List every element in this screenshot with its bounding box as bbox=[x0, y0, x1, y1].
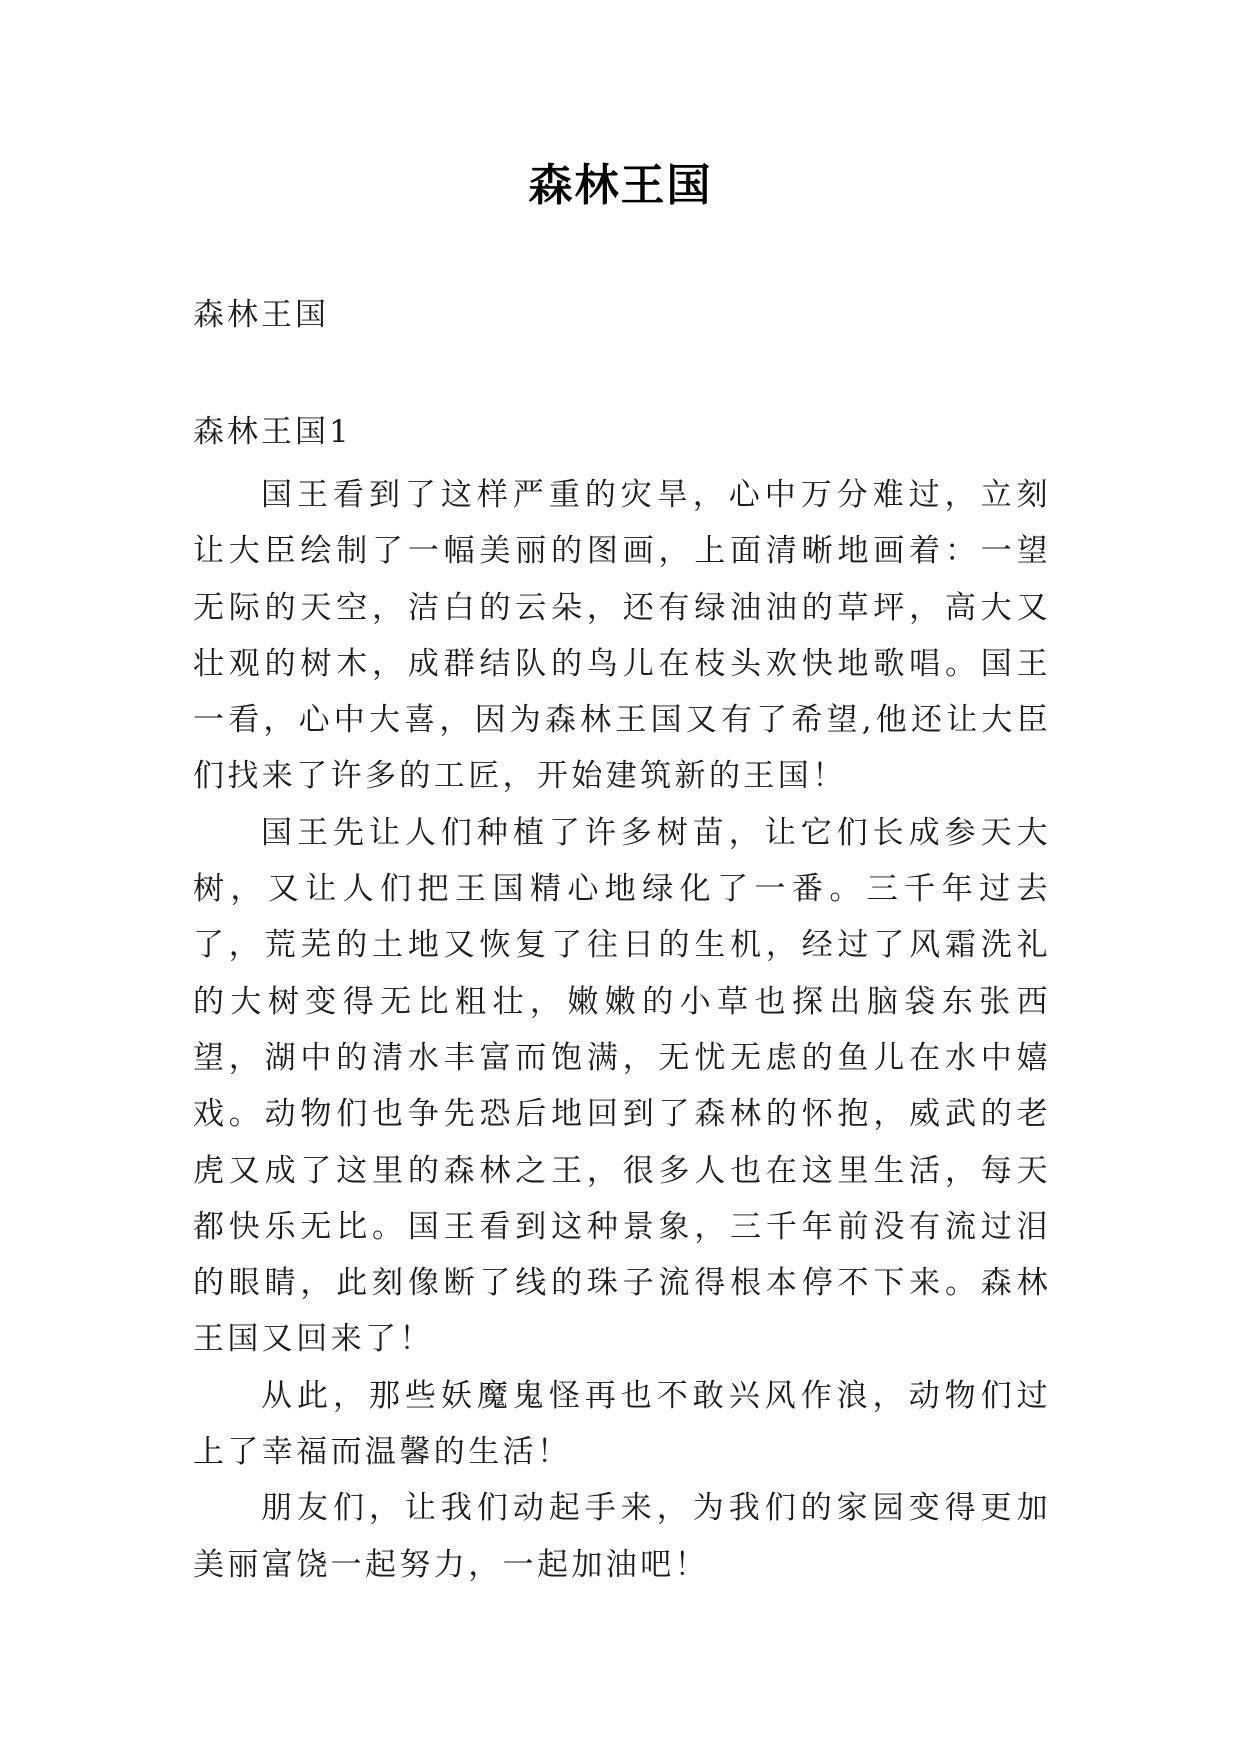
paragraph: 朋友们，让我们动起手来，为我们的家园变得更加美丽富饶一起努力，一起加油吧！ bbox=[193, 1490, 1051, 1583]
paragraph: 国王先让人们种植了许多树苗，让它们长成参天大树，又让人们把王国精心地绿化了一番。三千年过去了，荒芜的土地又恢复了往日的生机，经过了风霜洗礼的大树变得无比粗壮，嫩嫩的小草也探出脑袋东张西望，湖中的清水丰富而饱满，无忧无虑的鱼儿在水中嬉戏。动物们也争先恐后地回到了森林的怀抱，威武的老虎又成了这里的森林之王，很多人也在这里生活，每天都快乐无比。国王看到这种景象，三千年前没有流过泪的眼睛，此刻像断了线的珠子流得根本停不下来。森林王国又回来了！ bbox=[193, 814, 1051, 1358]
paragraph: 国王看到了这样严重的灾旱，心中万分难过，立刻让大臣绘制了一幅美丽的图画，上面清晰地画着：一望无际的天空，洁白的云朵，还有绿油油的草坪，高大又壮观的树木，成群结队的鸟儿在枝头欢快地歌唱。国王一看，心中大喜，因为森林王国又有了希望,他还让大臣们找来了许多的工匠，开始建筑新的王国！ bbox=[193, 477, 1051, 795]
document-body bbox=[193, 467, 1051, 1593]
section-heading: 森林王国1 bbox=[193, 414, 352, 450]
document-subtitle: 森林王国 bbox=[193, 297, 329, 333]
paragraph: 从此，那些妖魔鬼怪再也不敢兴风作浪，动物们过上了幸福而温馨的生活！ bbox=[193, 1377, 1051, 1471]
document-title: 森林王国 bbox=[528, 160, 713, 211]
